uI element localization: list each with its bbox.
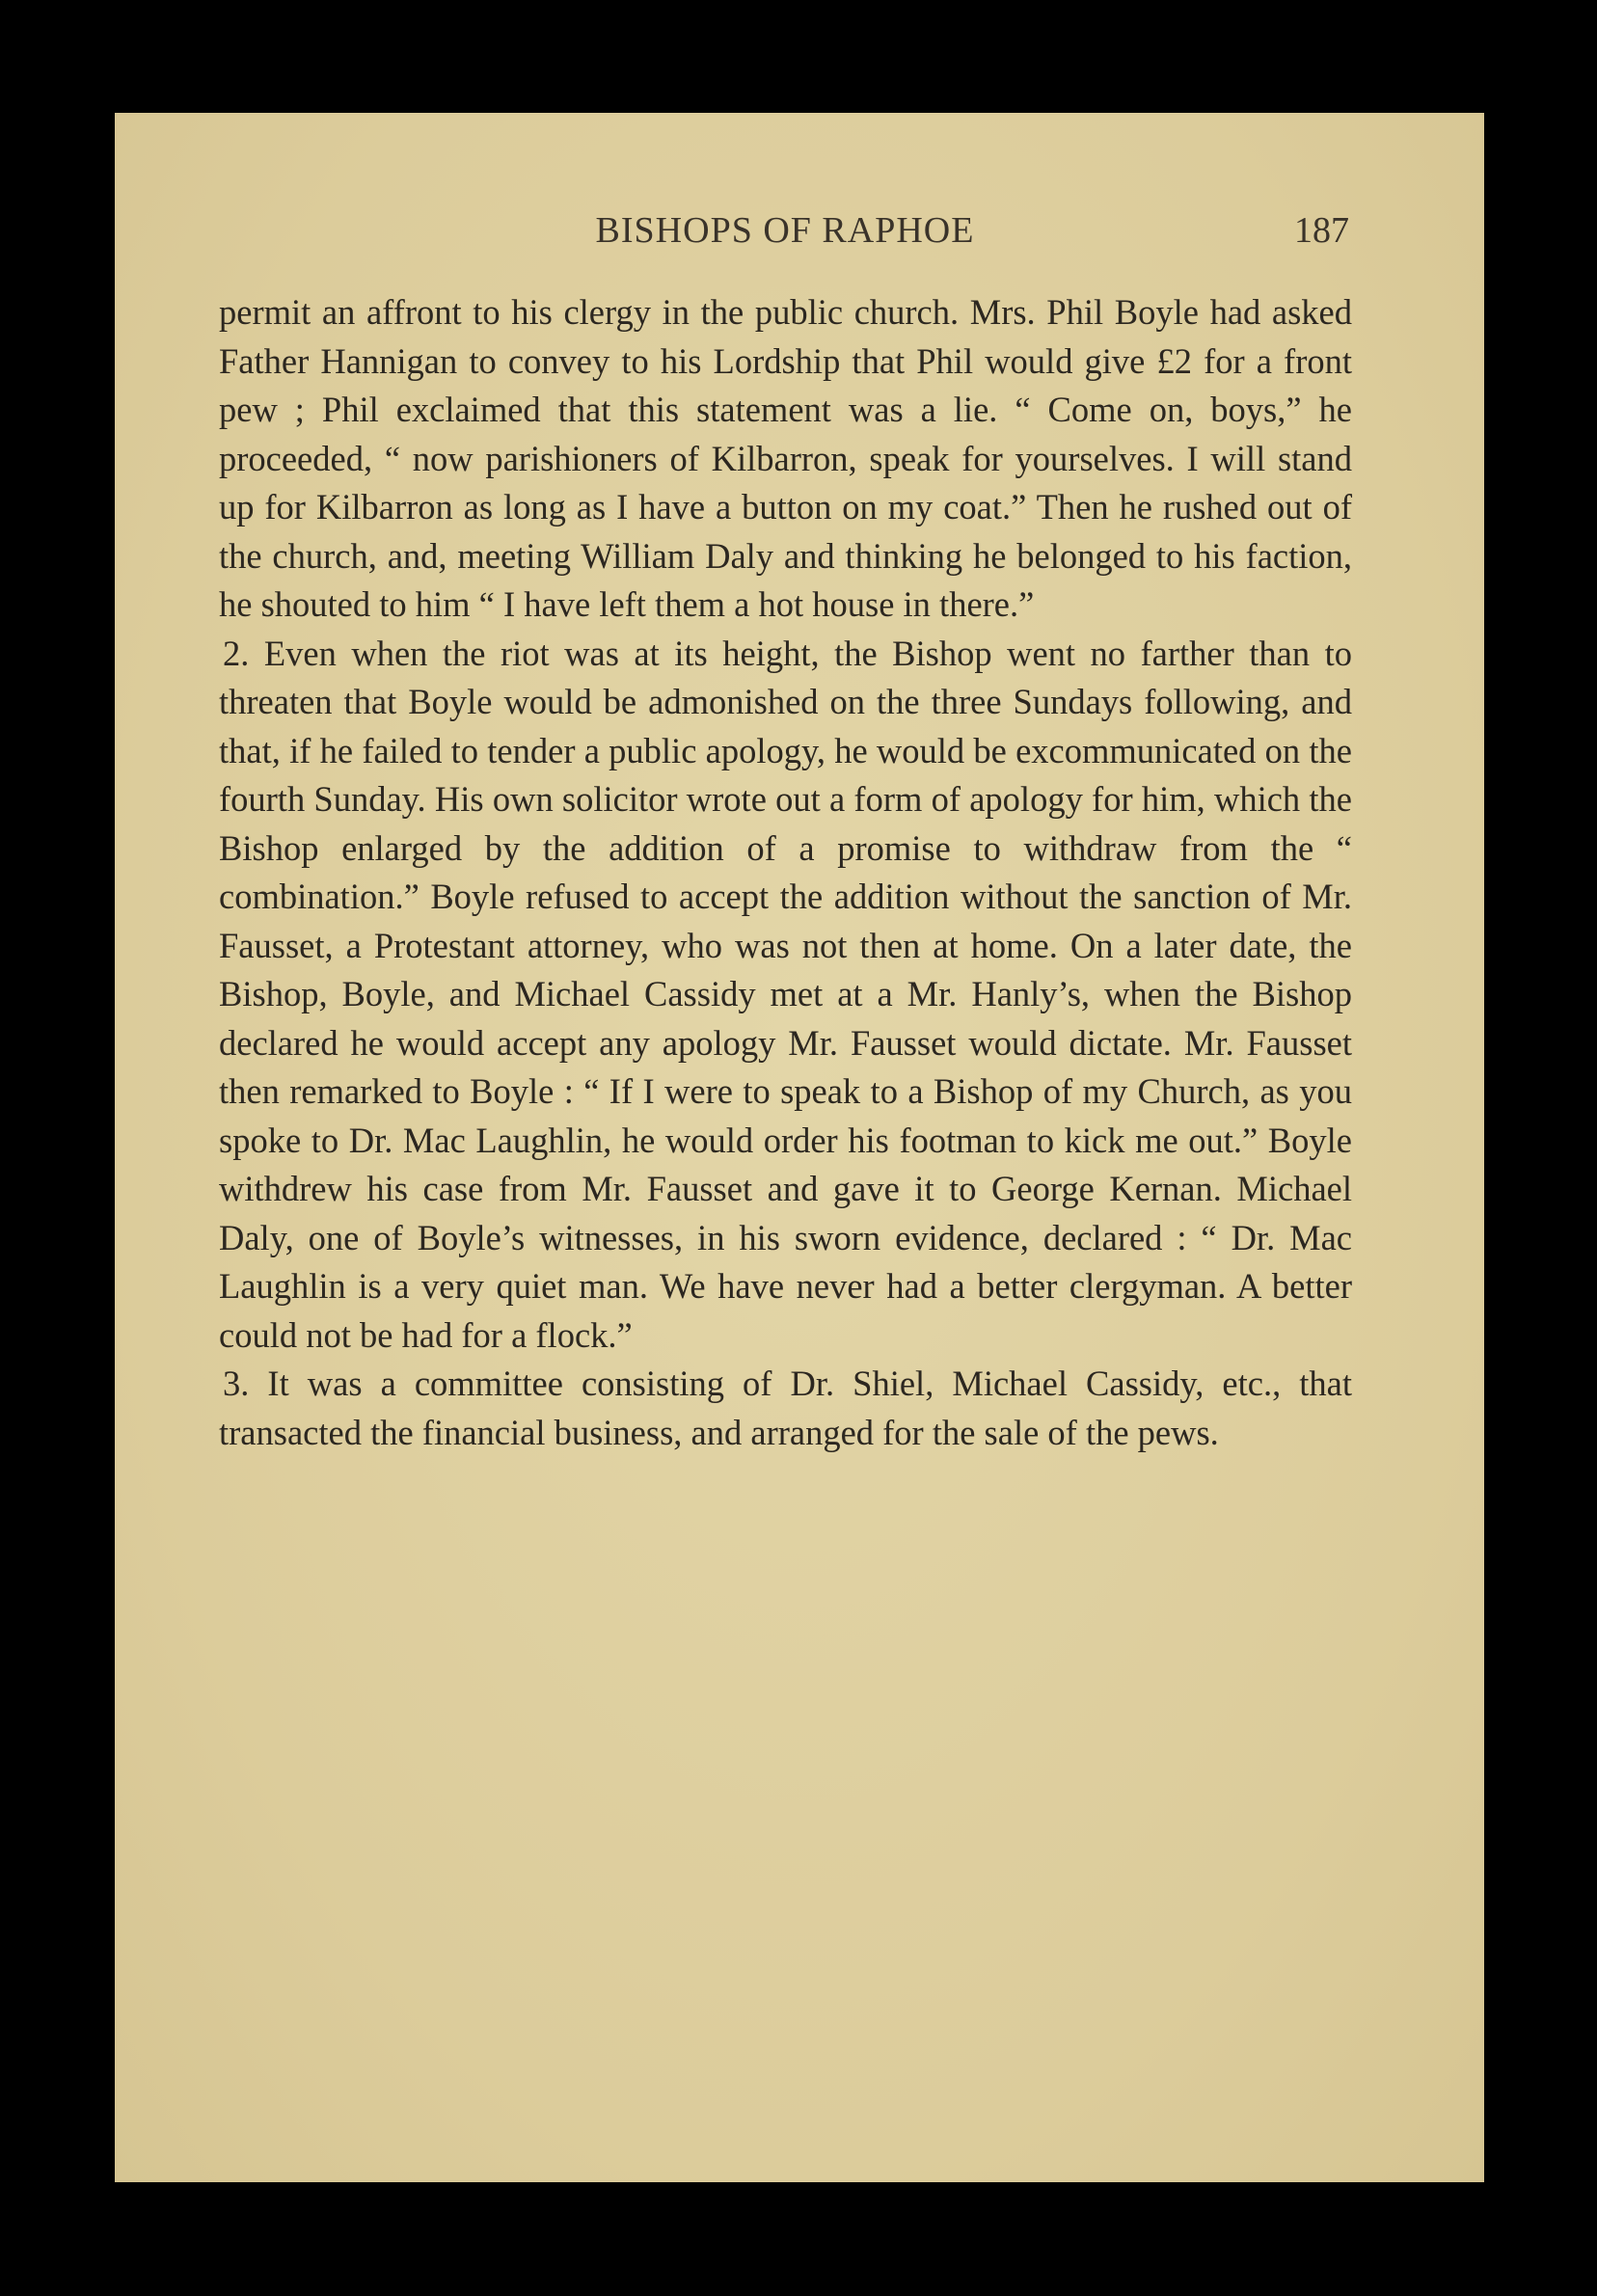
paragraph-3: 3. It was a committee consisting of Dr. Shiel, Michael Cassidy, etc., that transacted the financial business, and arranged for the sale of the pews. — [219, 1364, 1352, 1452]
body-text — [219, 288, 1352, 1457]
running-title: BISHOPS OF RAPHOE — [595, 210, 975, 251]
paragraph-1: permit an affront to his clergy in the public church. Mrs. Phil Boyle had asked Father Hannigan to convey to his Lordship that Phil would give £2 for a front pew ; Phil exclaimed that this statement was a lie. “ Come on, boys,” he proceeded, “ now parishioners of Kilbarron, speak for yourselves. I will stand up for Kilbarron as long as I have a button on my coat.” Then he rushed out of the church, and, meeting William Daly and thinking he belonged to his faction, he shouted to him “ I have left them a hot house in there.” — [219, 292, 1352, 624]
page-number: 187 — [1294, 210, 1349, 251]
paragraph-2: 2. Even when the riot was at its height, the Bishop went no farther than to threaten that Boyle would be admonished on the three Sundays following, and that, if he failed to tender a public apology, he would be excommunicated on the fourth Sunday. His own solicitor wrote out a form of apology for him, which the Bishop enlarged by the addition of a promise to withdraw from the “ combination.” Boyle refused to accept the addition without the sanction of Mr. Fausset, a Protestant attorney, who was not then at home. On a later date, the Bishop, Boyle, and Michael Cassidy met at a Mr. Hanly’s, when the Bishop declared he would accept any apology Mr. Fausset would dictate. Mr. Fausset then remarked to Boyle : “ If I were to speak to a Bishop of my Church, as you spoke to Dr. Mac Laughlin, he would order his footman to kick me out.” Boyle withdrew his case from Mr. Fausset and gave it to George Kernan. Michael Daly, one of Boyle’s witnesses, in his sworn evidence, declared : “ Dr. Mac Laughlin is a very quiet man. We have never had a better clergyman. A better could not be had for a flock.” — [219, 633, 1352, 1355]
book-page — [115, 113, 1484, 2182]
page-header — [221, 209, 1349, 267]
